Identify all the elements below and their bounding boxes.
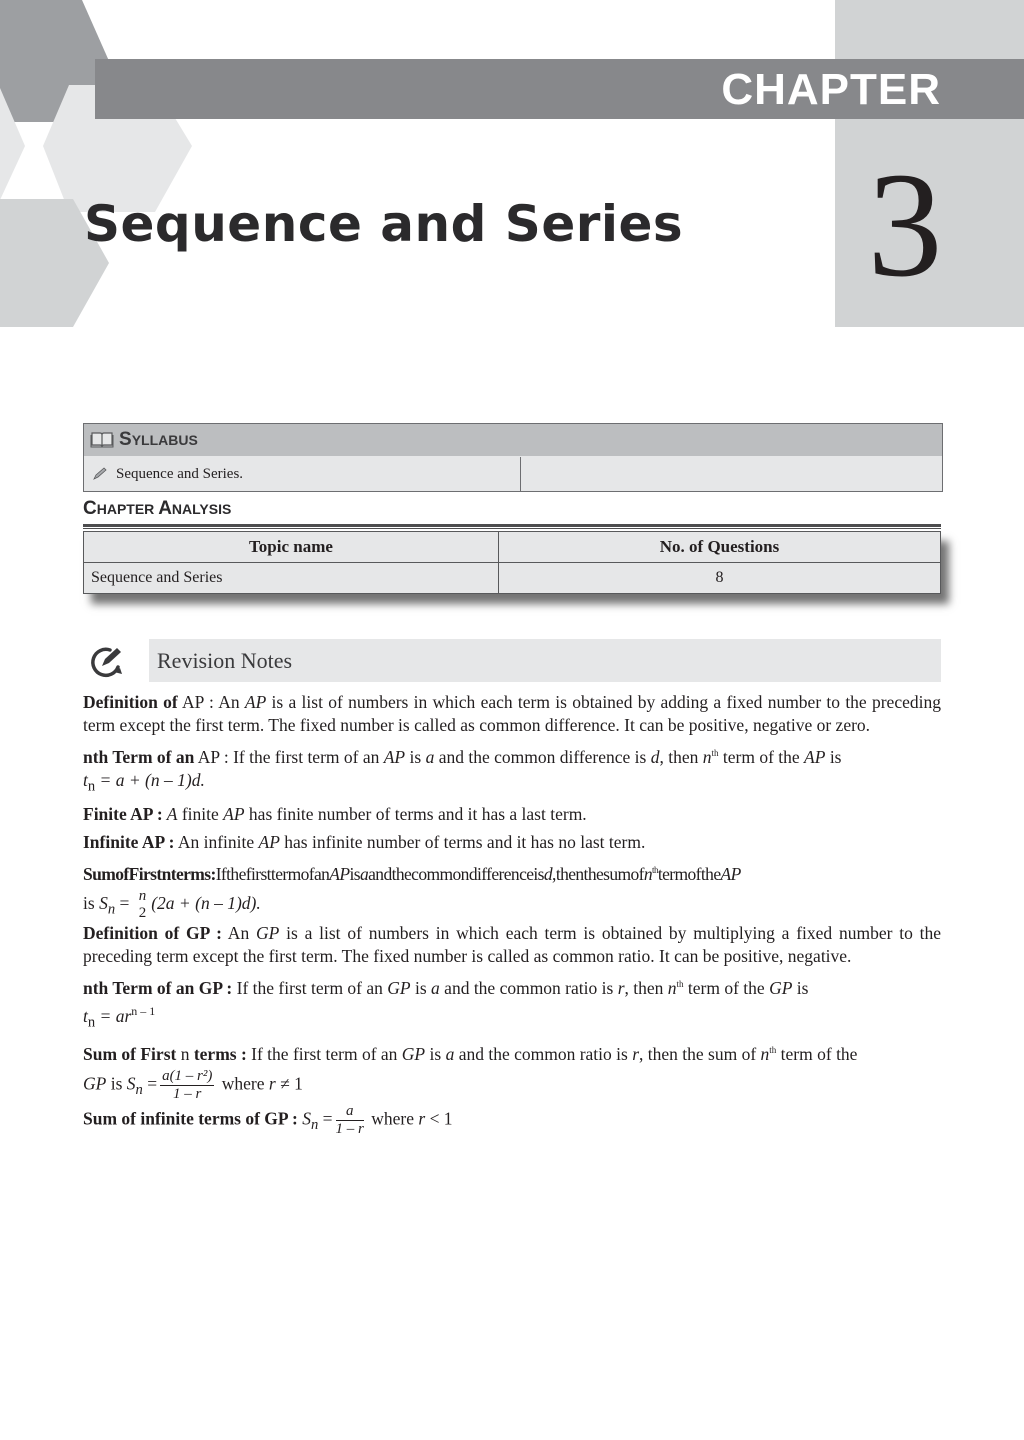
- formula-gp-nth: $t_n = ar^{n - 1}$: [83, 1003, 156, 1031]
- syllabus-item: Sequence and Series.: [84, 457, 521, 491]
- syllabus-row: [84, 456, 942, 491]
- formula-gp-sum: GP is $S_n$ = $\frac{\text{a(1 – r²)}}{1 - r}$ where r ≠ 1: [83, 1068, 303, 1103]
- revision-notes-heading: Revision Notes: [149, 639, 941, 682]
- chapter-analysis-table: [83, 531, 941, 594]
- chapter-analysis-heading: CHAPTER ANALYSIS: [83, 498, 232, 519]
- note-gp-sum: Sum of First n terms : If the first term of an GP is a and the common ratio is r, then the sum of $n^{th}$ term of the: [83, 1044, 858, 1065]
- fraction-n-over-2: n 2: [138, 888, 147, 922]
- note-ap-sum: SumofFirstnterms:IfthefirsttermofanAPisaandthecommondifferenceisd,thenthesumofn$^{th}$termoftheAP: [83, 864, 741, 885]
- page-title: Sequence and Series: [84, 195, 684, 253]
- formula-ap-nth: $t_n = a + (n - 1)d$.: [83, 769, 205, 795]
- heading-rule: [83, 524, 941, 527]
- note-gp-definition: Definition of GP : An GP is a list of numbers in which each term is obtained by multiplying a fixed number to the preceding term except the first term. The fixed number is called as common ratio. It can be positive, negative.: [83, 923, 941, 967]
- formula-ap-sum: is $S_n$ = n 2 (2a + (n – 1)d).: [83, 888, 261, 922]
- note-gp-infinite-sum: Sum of infinite terms of GP : $S_n$ = $\frac{a}{1 - r}$ where r < 1: [83, 1103, 453, 1138]
- chapter-label: CHAPTER: [721, 65, 941, 114]
- hexagon-decoration: [0, 0, 260, 340]
- syllabus-empty-cell: [521, 457, 942, 491]
- note-finite-ap: Finite AP : A finite AP has finite number of terms and it has a last term.: [83, 804, 587, 825]
- note-ap-definition: Definition of AP : An AP is a list of numbers in which each term is obtained by adding a fixed number to the preceding term except the first term. The fixed number is called as common difference. It can be positive, negative or zero.: [83, 692, 941, 735]
- heading-rule-thin: [83, 528, 941, 529]
- note-infinite-ap: Infinite AP : An infinite AP has infinite number of terms and it has no last term.: [83, 832, 646, 853]
- fraction-gp-sum: $\frac{\text{a(1 – r²)}}{1 - r}$: [162, 1068, 213, 1103]
- fraction-gp-infinite: $\frac{a}{1 - r}$: [335, 1103, 364, 1138]
- table-header-row: [84, 532, 941, 563]
- topic-cell: Sequence and Series: [84, 563, 499, 594]
- note-ap-nth-term: nth Term of an AP : If the first term of an AP is a and the common difference is d, then $n^{th}$ term of the AP is $t_n = a + (n - 1)d$.: [83, 746, 842, 795]
- book-icon: [90, 431, 114, 449]
- revision-notes-body: [83, 691, 941, 1138]
- table-row: [84, 563, 941, 594]
- syllabus-box: [83, 423, 943, 492]
- pencil-icon: [92, 467, 108, 481]
- syllabus-heading: S YLLABUS: [84, 424, 942, 456]
- column-header-questions: No. of Questions: [499, 532, 941, 563]
- chapter-number: 3: [867, 142, 943, 308]
- questions-cell: 8: [499, 563, 941, 594]
- note-gp-nth-term: nth Term of an GP : If the first term of an GP is a and the common ratio is r, then $n^{th}$ term of the GP is $t_n = ar^{n - 1}$: [83, 977, 809, 1031]
- revision-edit-icon: [88, 642, 128, 682]
- column-header-topic: Topic name: [84, 532, 499, 563]
